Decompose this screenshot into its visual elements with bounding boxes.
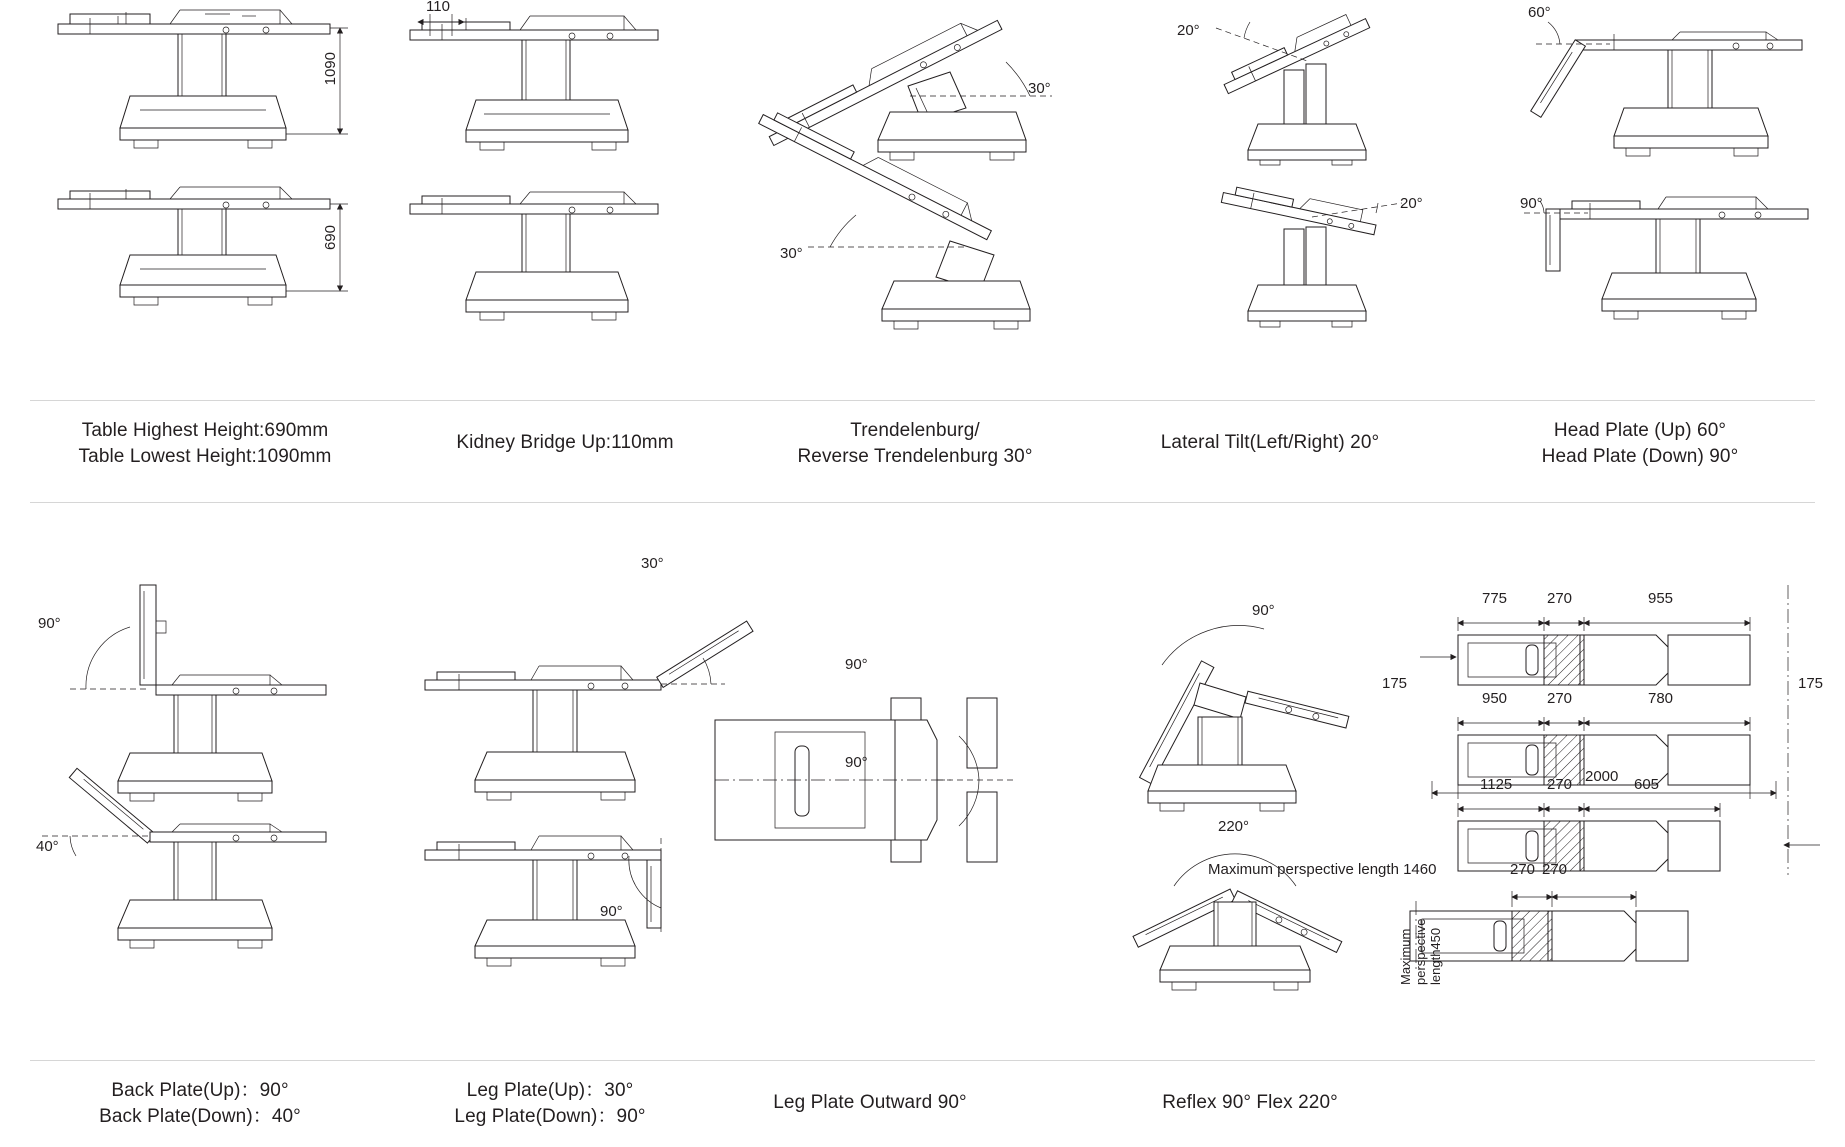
figure-kidney-bridge-flat xyxy=(400,190,700,320)
figure-leg-plate-outward xyxy=(715,656,1105,940)
caption-reflex-flex: Reflex 90° Flex 220° xyxy=(1162,1092,1338,1113)
dim-back-plate-down: 40° xyxy=(36,838,59,855)
dim-d-1: 270 xyxy=(1510,861,1536,878)
dim-b-overall: 2000 xyxy=(1585,768,1619,785)
dim-head-plate-up: 60° xyxy=(1528,4,1551,21)
dim-a-3: 955 xyxy=(1648,590,1674,607)
dim-table-height-low: 690 xyxy=(322,225,339,251)
figure-lateral-tilt-left xyxy=(1177,0,1440,165)
caption-leg-outward: Leg Plate Outward 90° xyxy=(773,1092,967,1113)
dim-back-plate-up: 90° xyxy=(38,615,61,632)
dim-leg-plate-down: 90° xyxy=(600,903,623,920)
caption-lateral-tilt: Lateral Tilt(Left/Right) 20° xyxy=(1160,432,1380,453)
divider-top xyxy=(30,400,1815,401)
dim-lateral-tilt-left: 20° xyxy=(1177,22,1200,39)
dim-c-1: 1125 xyxy=(1480,776,1513,793)
divider-mid xyxy=(30,502,1815,503)
figure-head-plate-up xyxy=(1490,0,1820,165)
figure-lateral-tilt-right xyxy=(1180,175,1440,330)
dim-c-2: 270 xyxy=(1547,776,1573,793)
dim-head-plate-down: 90° xyxy=(1520,195,1543,212)
dim-c-3: 605 xyxy=(1634,776,1660,793)
figure-leg-plate-up xyxy=(415,555,755,820)
dim-b-2: 270 xyxy=(1547,690,1573,707)
dim-kidney-bridge: 110 xyxy=(426,0,450,15)
divider-bottom xyxy=(30,1060,1815,1061)
caption-trendelenburg: Trendelenburg/ Reverse Trendelenburg 30° xyxy=(797,420,1033,467)
caption-table-height: Table Highest Height:690mm Table Lowest Height:1090mm xyxy=(78,420,332,467)
figure-back-plate-down xyxy=(30,810,370,970)
dim-b-1: 950 xyxy=(1482,690,1508,707)
dim-d-vertical-label: Maximum perspective length450 xyxy=(1398,918,1443,985)
dim-flex-angle: 220° xyxy=(1218,818,1250,835)
dim-leg-outward-top: 90° xyxy=(845,656,868,673)
dim-reverse-trendelenburg-angle: 30° xyxy=(1028,80,1051,97)
dim-a-2: 270 xyxy=(1547,590,1573,607)
dim-table-height-high: 1090 xyxy=(322,52,339,86)
caption-leg-plate: Leg Plate(Up)：30° Leg Plate(Down)：90° xyxy=(454,1080,646,1127)
figure-trendelenburg xyxy=(780,175,1140,330)
dim-reflex-angle: 90° xyxy=(1252,602,1275,619)
figure-kidney-bridge-up xyxy=(400,0,700,165)
dim-leg-outward-bottom: 90° xyxy=(845,754,868,771)
dim-leg-plate-up: 30° xyxy=(641,555,664,572)
caption-back-plate: Back Plate(Up)：90° Back Plate(Down)：40° xyxy=(99,1080,301,1127)
figure-reflex xyxy=(1100,595,1380,825)
dim-b-right-offset: 175 xyxy=(1798,675,1824,692)
figure-table-height-low xyxy=(30,185,360,325)
caption-head-plate: Head Plate (Up) 60° Head Plate (Down) 90° xyxy=(1541,420,1739,467)
dim-trendelenburg-angle: 30° xyxy=(780,245,803,262)
figure-leg-plate-down xyxy=(415,820,755,970)
caption-kidney-bridge: Kidney Bridge Up:110mm xyxy=(456,432,674,453)
figure-reverse-trendelenburg xyxy=(790,0,1140,165)
dim-b-left-offset: 175 xyxy=(1382,675,1408,692)
figure-head-plate-down xyxy=(1490,185,1820,325)
dim-d-label: Maximum perspective length 1460 xyxy=(1208,861,1437,878)
dim-a-1: 775 xyxy=(1482,590,1508,607)
dim-b-3: 780 xyxy=(1648,690,1674,707)
dim-d-2: 270 xyxy=(1542,861,1568,878)
figure-table-height-high xyxy=(30,0,360,165)
dim-lateral-tilt-right: 20° xyxy=(1400,195,1423,212)
